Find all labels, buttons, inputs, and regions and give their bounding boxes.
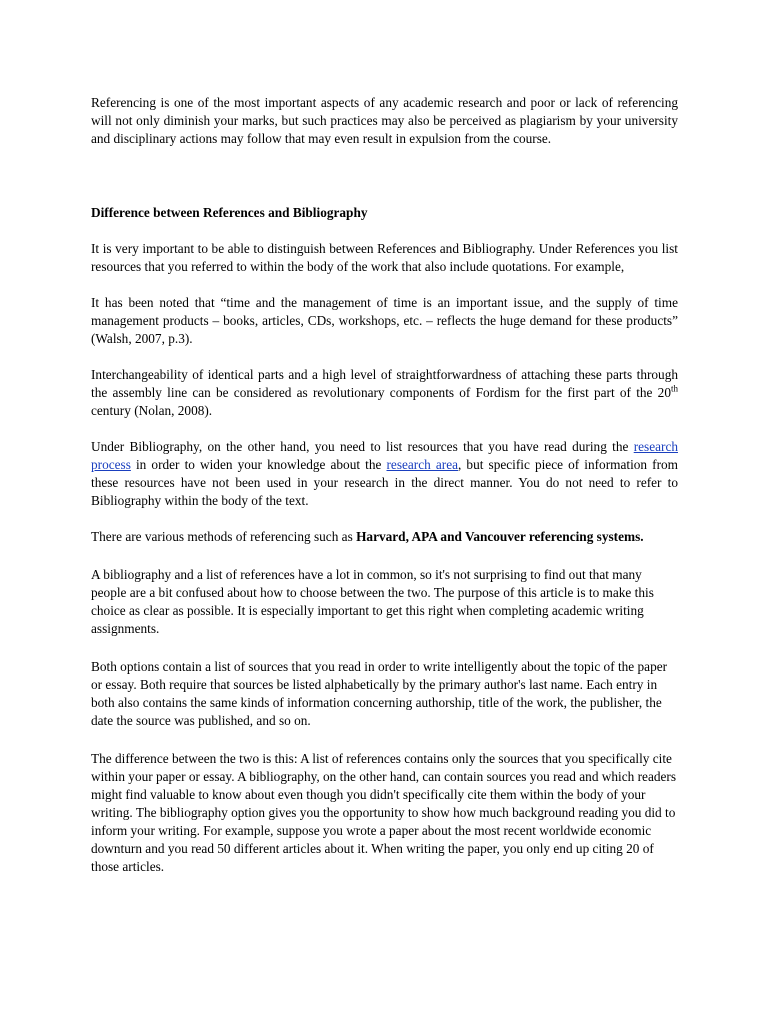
bibliography-text-3: , but specific piece of information from these resources have not been used in your research in the direct manner. You do not need to refer to Bibliography within the body of the text. [91,457,678,508]
research-area-link[interactable]: research area [386,457,459,472]
quote-example-1: It has been noted that “time and the management of time is an important issue, and the supply of time management products – books, articles, CDs, workshops, etc. – reflects the huge demand for these products” (Walsh, 2007, p.3). [91,295,678,346]
quote2-text: Interchangeability of identical parts and a high level of straightforwardness of attaching these parts through the assembly line can be considered as revolutionary components of Fordism for the first part of the 20 [91,367,678,400]
bibliography-text-2: in order to widen your knowledge about the [130,457,387,472]
references-paragraph: It is very important to be able to distinguish between References and Bibliography. Under References you list resources that you referred to within the body of the work that also include quotations. For example, [91,241,678,274]
difference-paragraph: The difference between the two is this: A list of references contains only the sources that you specifically cite within your paper or essay. A bibliography, on the other hand, can contain sources you read and which readers might find valuable to know about even though you didn't specifically cite them within the body of your writing. The bibliography option gives you the opportunity to show how much background reading you did to inform your writing. For example, suppose you wrote a paper about the most recent worldwide economic downturn and you read 50 different articles about it. When writing the paper, you only end up citing 20 of those articles. [91,751,677,874]
intro-paragraph: Referencing is one of the most important aspects of any academic research and poor or lack of referencing will not only diminish your marks, but such practices may also be perceived as plagiarism by your university and disciplinary actions may follow that may even result in expulsion from the course. [91,95,678,146]
quote-example-2 [91,366,678,420]
common-paragraph: A bibliography and a list of references have a lot in common, so it's not surprising to find out that many people are a bit confused about how to choose between the two. The purpose of this article is to make this choice as clear as possible. It is especially important to get this right when completing academic writing assignments. [91,567,654,636]
both-options-paragraph: Both options contain a list of sources that you read in order to write intelligently about the topic of the paper or essay. Both require that sources be listed alphabetically by the primary author's last name. Each entry in both also contains the same kinds of information concerning authorship, title of the work, the publisher, the date the source was published, and so on. [91,659,668,728]
methods-bold: Harvard, APA and Vancouver referencing systems. [356,529,644,544]
bibliography-text-1: Under Bibliography, on the other hand, you need to list resources that you have read during the [91,439,634,454]
section-heading: Difference between References and Bibliography [91,205,368,220]
research-process-link[interactable]: research process [91,439,678,472]
methods-text: There are various methods of referencing such as [91,529,357,544]
document-body [91,94,678,876]
methods-paragraph [91,528,678,546]
bibliography-paragraph [91,438,678,510]
quote2-tail: century (Nolan, 2008). [91,403,213,418]
quote2-superscript: th [670,383,678,394]
